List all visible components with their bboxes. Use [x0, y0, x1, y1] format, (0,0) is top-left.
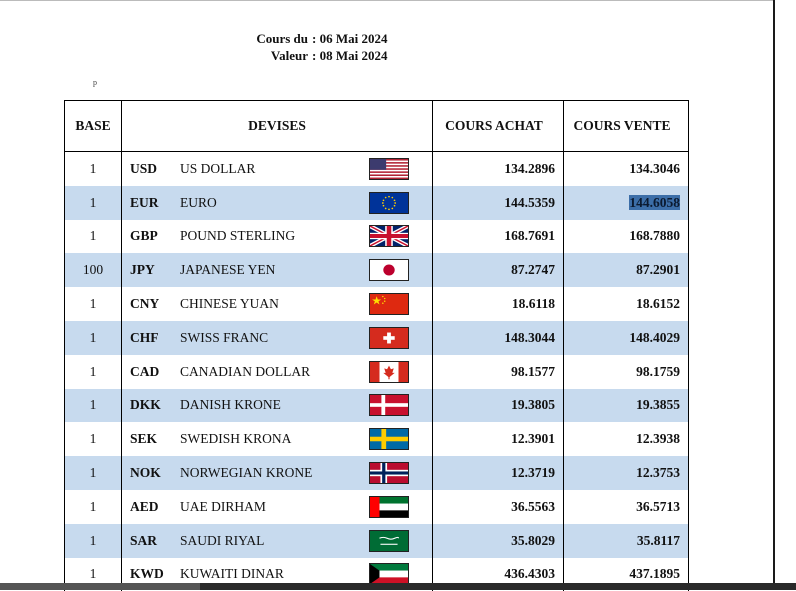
base-cell: 1 — [65, 321, 122, 355]
devise-cell — [122, 152, 433, 186]
achat-cell — [433, 524, 564, 558]
achat-value: 168.7691 — [504, 228, 555, 244]
vente-value: 134.3046 — [629, 160, 680, 176]
uk-flag-icon — [369, 225, 409, 247]
valeur-label: Valeur — [270, 48, 308, 63]
col-header-base: BASE — [65, 101, 122, 152]
achat-value: 18.6118 — [511, 296, 555, 312]
currency-name: SWEDISH KRONA — [180, 431, 292, 447]
currency-name: SWISS FRANC — [180, 329, 269, 345]
currency-name: EURO — [180, 194, 217, 210]
devise-cell — [122, 220, 433, 254]
achat-cell — [433, 287, 564, 321]
vente-value: 36.5713 — [636, 498, 680, 514]
cours-date-line — [240, 30, 460, 47]
currency-name: JAPANESE YEN — [180, 262, 276, 278]
devise-cell — [122, 389, 433, 423]
vente-value: 87.2901 — [636, 262, 680, 278]
currency-code: DKK — [130, 397, 161, 413]
vente-cell — [564, 456, 689, 490]
vente-value: 437.1895 — [629, 566, 680, 582]
devise-cell — [122, 186, 433, 220]
devise-cell — [122, 456, 433, 490]
page-top-edge — [0, 0, 796, 1]
achat-cell — [433, 321, 564, 355]
table-header-row — [65, 101, 689, 152]
devise-cell — [122, 422, 433, 456]
achat-cell — [433, 355, 564, 389]
vente-value: 98.1759 — [636, 363, 680, 379]
achat-cell — [433, 186, 564, 220]
currency-code: AED — [130, 498, 159, 514]
achat-value: 134.2896 — [504, 160, 555, 176]
devise-cell — [122, 355, 433, 389]
currency-name: KUWAITI DINAR — [180, 566, 284, 582]
eu-flag-icon — [369, 192, 409, 214]
currency-code: SAR — [130, 532, 158, 548]
currency-name: CANADIAN DOLLAR — [180, 363, 311, 379]
vente-cell — [564, 220, 689, 254]
base-cell: 1 — [65, 490, 122, 524]
vente-value: 144.6058 — [629, 194, 680, 210]
exchange-rate-table — [64, 100, 689, 591]
table-row — [65, 456, 689, 490]
vente-value: 35.8117 — [636, 532, 680, 548]
col-header-devises: DEVISES — [122, 101, 433, 152]
valeur-date: : 08 Mai 2024 — [312, 48, 388, 63]
base-cell: 1 — [65, 287, 122, 321]
achat-value: 36.5563 — [511, 498, 555, 514]
table-row — [65, 152, 689, 186]
vente-cell — [564, 524, 689, 558]
us-flag-icon — [369, 158, 409, 180]
small-marker: p — [93, 78, 97, 87]
table-row — [65, 220, 689, 254]
col-header-achat: COURS ACHAT — [433, 101, 564, 152]
vente-value: 168.7880 — [629, 228, 680, 244]
vente-cell — [564, 422, 689, 456]
saudi-flag-icon — [369, 530, 409, 552]
currency-code: NOK — [130, 465, 161, 481]
table-row — [65, 524, 689, 558]
sweden-flag-icon — [369, 428, 409, 450]
currency-code: CAD — [130, 363, 160, 379]
table-row — [65, 422, 689, 456]
currency-name: US DOLLAR — [180, 160, 256, 176]
page-right-edge — [773, 0, 775, 590]
table-row — [65, 287, 689, 321]
valeur-date-line — [240, 47, 460, 64]
achat-value: 87.2747 — [511, 262, 555, 278]
vente-cell — [564, 490, 689, 524]
currency-name: UAE DIRHAM — [180, 498, 266, 514]
achat-cell — [433, 152, 564, 186]
table-row — [65, 355, 689, 389]
base-cell: 1 — [65, 186, 122, 220]
viewer-gutter — [775, 0, 796, 590]
devise-cell — [122, 287, 433, 321]
col-header-vente: COURS VENTE — [564, 101, 689, 152]
base-cell: 1 — [65, 422, 122, 456]
base-cell: 100 — [65, 253, 122, 287]
denmark-flag-icon — [369, 394, 409, 416]
achat-value: 35.8029 — [511, 532, 555, 548]
vente-cell — [564, 355, 689, 389]
achat-value: 12.3719 — [511, 465, 555, 481]
currency-name: SAUDI RIYAL — [180, 532, 265, 548]
vente-cell — [564, 389, 689, 423]
vente-cell — [564, 287, 689, 321]
canada-flag-icon — [369, 361, 409, 383]
base-cell: 1 — [65, 558, 122, 591]
vente-value: 12.3753 — [636, 465, 680, 481]
achat-cell — [433, 389, 564, 423]
currency-code: JPY — [130, 262, 155, 278]
achat-value: 144.5359 — [504, 194, 555, 210]
vente-value: 18.6152 — [636, 296, 680, 312]
vente-value: 19.3855 — [636, 397, 680, 413]
devise-cell — [122, 321, 433, 355]
base-cell: 1 — [65, 355, 122, 389]
rate-date-header — [240, 30, 460, 64]
base-cell: 1 — [65, 220, 122, 254]
vente-value: 12.3938 — [636, 431, 680, 447]
norway-flag-icon — [369, 462, 409, 484]
vente-cell — [564, 152, 689, 186]
achat-value: 12.3901 — [511, 431, 555, 447]
currency-code: EUR — [130, 194, 159, 210]
vente-cell — [564, 253, 689, 287]
currency-name: CHINESE YUAN — [180, 296, 279, 312]
vente-cell — [564, 186, 689, 220]
japan-flag-icon — [369, 259, 409, 281]
vente-cell — [564, 321, 689, 355]
table-row — [65, 253, 689, 287]
achat-value: 148.3044 — [504, 329, 555, 345]
swiss-flag-icon — [369, 327, 409, 349]
achat-cell — [433, 253, 564, 287]
currency-code: USD — [130, 160, 158, 176]
table-row — [65, 490, 689, 524]
achat-value: 19.3805 — [511, 397, 555, 413]
achat-cell — [433, 220, 564, 254]
currency-code: CHF — [130, 329, 159, 345]
devise-cell — [122, 253, 433, 287]
china-flag-icon — [369, 293, 409, 315]
vente-value: 148.4029 — [629, 329, 680, 345]
currency-name: NORWEGIAN KRONE — [180, 465, 313, 481]
base-cell: 1 — [65, 456, 122, 490]
cours-date: : 06 Mai 2024 — [312, 31, 388, 46]
table-row — [65, 389, 689, 423]
currency-code: SEK — [130, 431, 158, 447]
base-cell: 1 — [65, 389, 122, 423]
achat-cell — [433, 490, 564, 524]
currency-code: KWD — [130, 566, 164, 582]
uae-flag-icon — [369, 496, 409, 518]
achat-value: 98.1577 — [511, 363, 555, 379]
devise-cell — [122, 490, 433, 524]
table-row — [65, 186, 689, 220]
table-row — [65, 321, 689, 355]
currency-code: CNY — [130, 296, 160, 312]
scrollbar-thumb[interactable] — [0, 583, 200, 590]
achat-cell — [433, 422, 564, 456]
achat-cell — [433, 456, 564, 490]
horizontal-scrollbar[interactable] — [0, 583, 796, 590]
base-cell: 1 — [65, 152, 122, 186]
base-cell: 1 — [65, 524, 122, 558]
currency-name: POUND STERLING — [180, 228, 296, 244]
cours-label: Cours du — [256, 31, 308, 46]
currency-code: GBP — [130, 228, 158, 244]
achat-value: 436.4303 — [504, 566, 555, 582]
currency-name: DANISH KRONE — [180, 397, 281, 413]
devise-cell — [122, 524, 433, 558]
